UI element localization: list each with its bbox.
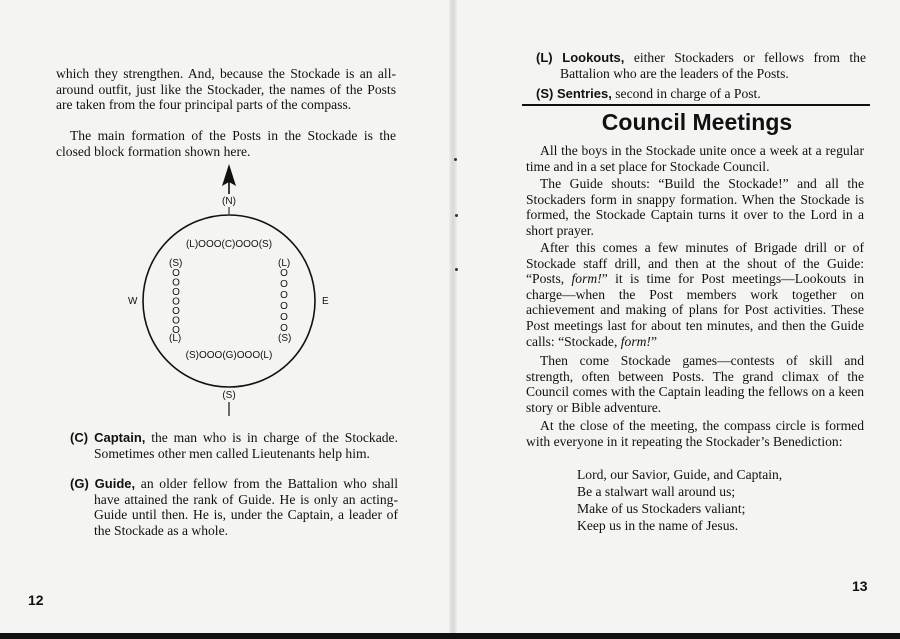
council-paragraph-1: All the boys in the Stockade unite once a week at a regular time and in a set place for Stockade Council. — [526, 143, 864, 174]
left-page-number: 12 — [28, 592, 44, 608]
left-column-post-member: O — [172, 268, 180, 279]
council-paragraph-3 — [526, 240, 864, 349]
west-label: W — [128, 296, 138, 307]
left-paragraph-1: which they strengthen. And, because the Stockade is an all-around outfit, just like the Stockader, the names of the Posts are taken from the four principal parts of the compass. — [56, 66, 396, 113]
left-column-marks — [172, 268, 180, 336]
benediction-poem — [577, 466, 782, 534]
right-column-post-member: O — [280, 290, 288, 301]
definition-guide-text: an older fellow from the Battalion who shall have attained the rank of Guide. He is only an acting-Guide until then. He is, under the Captain, a leader of the Stockade as a whole. — [94, 476, 398, 538]
right-column-marks — [280, 268, 288, 334]
poem-line-3: Make of us Stockaders valiant; — [577, 501, 746, 516]
council-paragraph-3-part-b: ” it is time for Post meetings—Lookouts in charge—when the Post members work together on achievement and making of plans for Post activities. These Post meetings last for about ten minutes, and then the Guide calls: “Stockade, — [526, 271, 864, 349]
left-column-post-member: O — [172, 287, 180, 298]
council-paragraph-3-part-a: After this comes a few minutes of Brigade drill or of Stockade staff drill, and then at the shout of the Guide: “Posts, — [526, 240, 864, 287]
east-label: E — [322, 296, 329, 307]
definition-guide-key: (G) Guide, — [70, 476, 136, 491]
right-column-post-member: O — [280, 279, 288, 290]
definition-guide — [70, 476, 398, 538]
right-column-top: (L) — [278, 258, 291, 269]
definition-sentries-text: second in charge of a Post. — [615, 86, 761, 101]
left-column-top: (S) — [169, 258, 183, 269]
definition-lookouts — [536, 50, 866, 81]
left-column-post-member: O — [172, 277, 180, 289]
poem-line-2: Be a stalwart wall around us; — [577, 484, 736, 499]
right-column-post-member: O — [280, 301, 288, 312]
council-paragraph-3-emphasis-2: form! — [620, 333, 651, 349]
right-column-bottom: (S) — [278, 333, 292, 344]
margin-speck — [455, 268, 458, 271]
left-paragraph-2: The main formation of the Posts in the Stockade is the closed block formation shown here. — [56, 128, 396, 159]
right-column-post-member: O — [280, 312, 288, 323]
formation-top-row: (L)OOO(C)OOO(S) — [185, 239, 273, 250]
section-heading: Council Meetings — [601, 109, 793, 135]
left-column-bottom: (L) — [169, 333, 182, 344]
right-column-post-member: O — [280, 268, 288, 279]
book-gutter — [449, 0, 457, 639]
right-page-number: 13 — [852, 578, 868, 594]
north-label: (N) — [222, 196, 236, 207]
definition-captain-text: the man who is in charge of the Stockade. Sometimes other men called Lieutenants help him. — [94, 430, 398, 461]
council-paragraph-3-emphasis-1: form! — [571, 271, 602, 287]
council-paragraph-5: At the close of the meeting, the compass circle is formed with everyone in it repeating the Stockader’s Benediction: — [526, 418, 864, 449]
council-paragraph-4: Then come Stockade games—contests of skill and strength, often between Posts. The grand climax of the Council comes with the Captain leading the fellows on a keen story or Bible adventure. — [526, 353, 864, 415]
bottom-edge — [0, 633, 900, 639]
left-column-post-member: O — [172, 306, 180, 317]
definition-sentries — [536, 86, 866, 102]
stockade-formation-diagram — [118, 158, 348, 420]
definition-sentries-key: (S) Sentries, — [536, 86, 612, 101]
margin-speck — [454, 158, 457, 161]
definition-lookouts-text: either Stockaders or fellows from the Battalion who are the leaders of the Posts. — [560, 50, 866, 81]
right-column-post-member: O — [280, 323, 288, 334]
margin-speck — [455, 214, 458, 217]
council-paragraph-2: The Guide shouts: “Build the Stockade!” and all the Stockaders form in snappy formation. When the Stockade is formed, the Stockade Captain turns it over to the Lord in a short prayer. — [526, 176, 864, 238]
council-paragraph-3-part-c: ” — [650, 333, 658, 349]
left-column-post-member: O — [172, 325, 180, 336]
poem-line-4: Keep us in the name of Jesus. — [577, 518, 739, 533]
left-column-post-member: O — [172, 315, 180, 327]
definition-lookouts-key: (L) Lookouts, — [536, 50, 625, 65]
left-column-post-member: O — [172, 296, 180, 308]
formation-bottom-row: (S)OOO(G)OOO(L) — [185, 350, 273, 361]
south-label: (S) — [222, 390, 236, 401]
definition-captain-key: (C) Captain, — [70, 430, 146, 445]
section-divider — [522, 104, 870, 106]
poem-line-1: Lord, our Savior, Guide, and Captain, — [577, 467, 783, 482]
definition-captain — [70, 430, 398, 461]
